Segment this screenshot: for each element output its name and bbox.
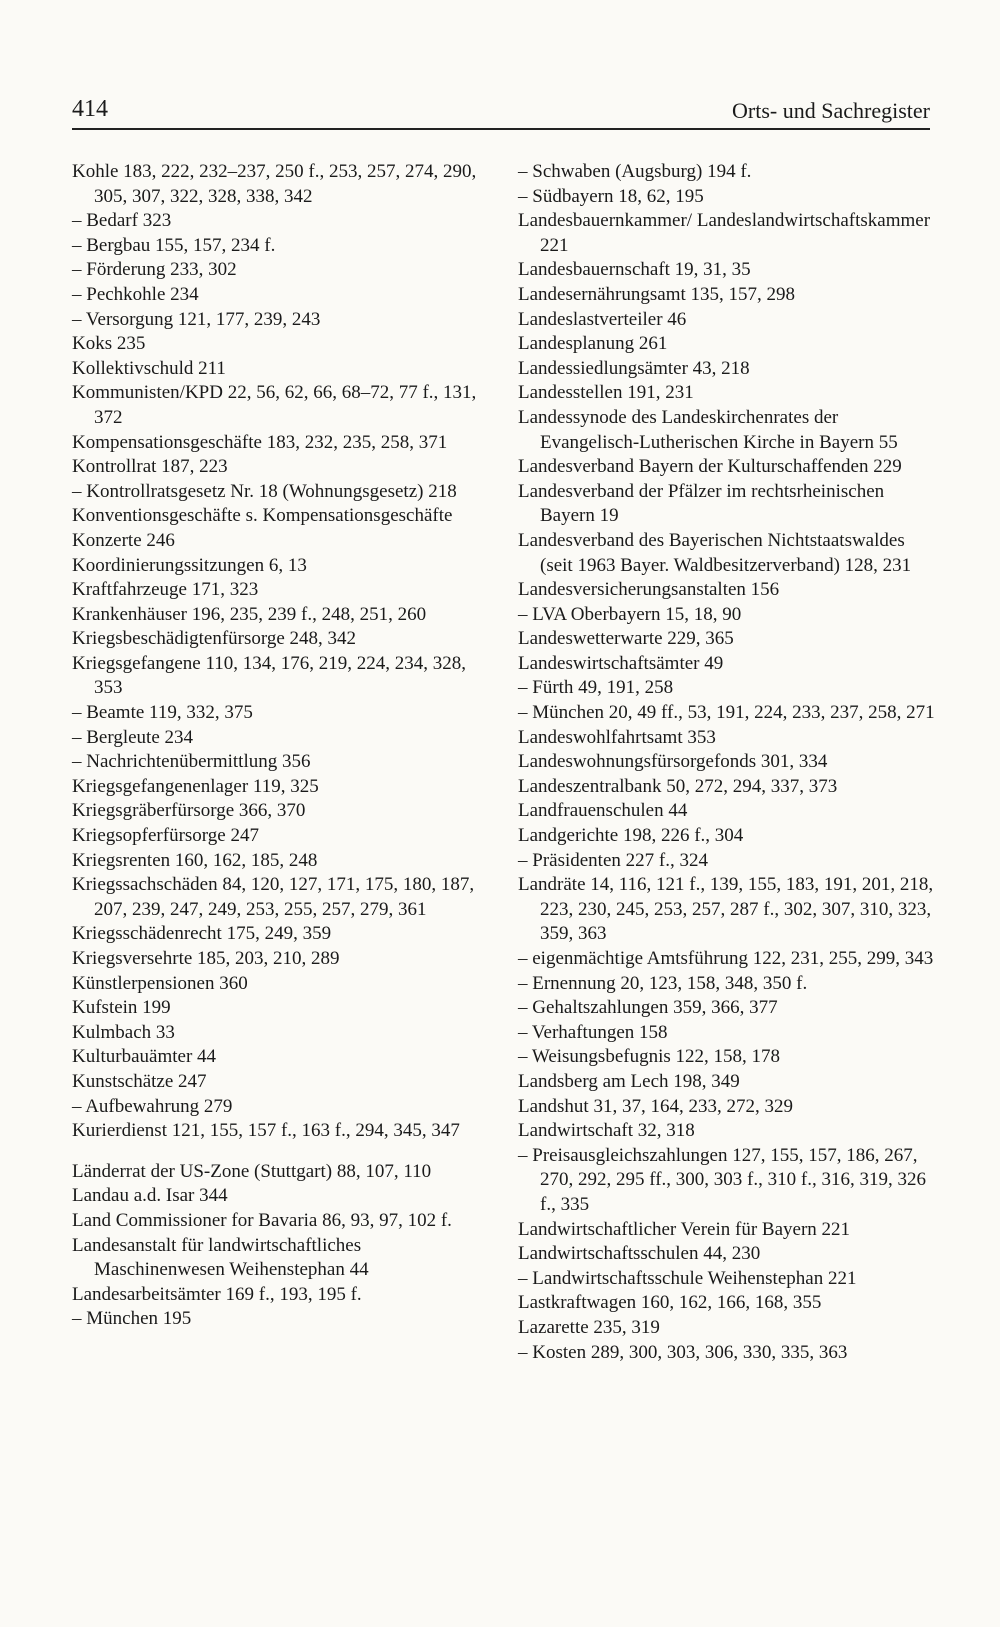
index-entry: Kunstschätze 247 [72, 1070, 207, 1092]
index-entry: Landshut 31, 37, 164, 233, 272, 329 [518, 1095, 793, 1117]
index-entry: Landeszentralbank 50, 272, 294, 337, 373 [518, 775, 838, 797]
index-subentry: – Preisausgleichszahlungen 127, 155, 157, 186, 267, 270, 292, 295 ff., 300, 303 f., 310 f., 316, 319, 326 f., 335 [518, 1144, 931, 1215]
index-entry: Kraftfahrzeuge 171, 323 [72, 579, 259, 601]
index-entry: Lastkraftwagen 160, 162, 166, 168, 355 [518, 1292, 822, 1314]
index-entry: Koordinierungssitzungen 6, 13 [72, 554, 307, 576]
index-entry: Landesverband des Bayerischen Nichtstaatswaldes (seit 1963 Bayer. Waldbesitzerverband) 128, 231 [518, 529, 912, 576]
index-subentry: – Aufbewahrung 279 [72, 1095, 233, 1117]
index-entry: Landeslastverteiler 46 [518, 308, 687, 330]
index-subentry: – Nachrichtenübermittlung 356 [72, 751, 311, 773]
index-subentry: – München 195 [72, 1308, 192, 1330]
index-entry: Landau a.d. Isar 344 [72, 1185, 228, 1207]
index-subentry: – Landwirtschaftsschule Weihenstephan 221 [518, 1267, 857, 1289]
index-entry: Landesversicherungsanstalten 156 [518, 579, 780, 601]
index-entry: Landesanstalt für landwirtschaftliches Maschinenwesen Weihenstephan 44 [72, 1234, 369, 1281]
index-entry: Koks 235 [72, 333, 146, 355]
index-subentry: – Südbayern 18, 62, 195 [518, 185, 704, 207]
section-gap [72, 1144, 492, 1160]
index-entry: Kriegsversehrte 185, 203, 210, 289 [72, 948, 340, 969]
index-entry: Landesverband der Pfälzer im rechtsrheinischen Bayern 19 [518, 480, 889, 527]
index-subentry: – Kontrollratsgesetz Nr. 18 (Wohnungsgesetz) 218 [72, 480, 457, 502]
index-subentry: – Kosten 289, 300, 303, 306, 330, 335, 363 [518, 1341, 848, 1363]
index-column-left [72, 160, 492, 1365]
index-entry: Kollektivschuld 211 [72, 357, 226, 379]
index-subentry: – eigenmächtige Amtsführung 122, 231, 255, 299, 343 [518, 948, 934, 969]
index-entry: Länderrat der US-Zone (Stuttgart) 88, 107, 110 [72, 1160, 432, 1182]
index-subentry: – München 20, 49 ff., 53, 191, 224, 233, 237, 258, 271 [518, 702, 935, 724]
index-entry: Landeswohnungsfürsorgefonds 301, 334 [518, 751, 828, 773]
index-entry: Landeswetterwarte 229, 365 [518, 628, 734, 650]
page-header [72, 96, 930, 132]
index-entry: Landgerichte 198, 226 f., 304 [518, 825, 744, 847]
header-rule [72, 128, 930, 130]
index-subentry: – Bergbau 155, 157, 234 f. [72, 234, 276, 256]
index-entry: Landwirtschaft 32, 318 [518, 1120, 695, 1142]
index-entry: Landesverband Bayern der Kulturschaffenden 229 [518, 456, 902, 478]
index-entry: Landesbauernkammer/ Landeslandwirtschaftskammer 221 [518, 210, 935, 256]
index-subentry: – Bedarf 323 [72, 210, 172, 232]
index-entry: Kriegsgefangenenlager 119, 325 [72, 775, 319, 797]
index-subentry: – Präsidenten 227 f., 324 [518, 849, 708, 871]
index-entry: Krankenhäuser 196, 235, 239 f., 248, 251, 260 [72, 603, 427, 625]
index-entry: Landwirtschaftsschulen 44, 230 [518, 1243, 761, 1265]
index-subentry: – Bergleute 234 [72, 726, 194, 748]
page-number: 414 [72, 96, 108, 122]
index-subentry: – Weisungsbefugnis 122, 158, 178 [518, 1046, 781, 1068]
index-entry: Landesernährungsamt 135, 157, 298 [518, 283, 796, 305]
index-subentry: – Fürth 49, 191, 258 [518, 677, 674, 699]
index-columns [72, 160, 938, 1365]
index-entry: Kriegsgefangene 110, 134, 176, 219, 224, 234, 328, 353 [72, 652, 471, 699]
index-entry: Landräte 14, 116, 121 f., 139, 155, 183, 191, 201, 218, 223, 230, 245, 253, 257, 287 f., 302, 307, 310, 323, 359, 363 [518, 874, 938, 945]
index-subentry: – Ernennung 20, 123, 158, 348, 350 f. [518, 972, 808, 994]
index-entry: Landsberg am Lech 198, 349 [518, 1070, 740, 1092]
index-entry: Kommunisten/KPD 22, 56, 62, 66, 68–72, 77 f., 131, 372 [72, 382, 482, 428]
index-entry: Landesstellen 191, 231 [518, 382, 694, 404]
index-entry: Landwirtschaftlicher Verein für Bayern 221 [518, 1218, 851, 1240]
index-subentry: – LVA Oberbayern 15, 18, 90 [518, 603, 742, 625]
index-entry: Kurierdienst 121, 155, 157 f., 163 f., 294, 345, 347 [72, 1120, 460, 1142]
index-entry: Landesbauernschaft 19, 31, 35 [518, 259, 751, 281]
index-entry: Kontrollrat 187, 223 [72, 456, 228, 478]
index-column-right [518, 160, 938, 1365]
index-entry: Kohle 183, 222, 232–237, 250 f., 253, 257, 274, 290, 305, 307, 322, 328, 338, 342 [72, 161, 482, 207]
index-subentry: – Schwaben (Augsburg) 194 f. [518, 161, 752, 182]
index-entry: Kriegsgräberfürsorge 366, 370 [72, 800, 306, 822]
index-entry: Kulmbach 33 [72, 1021, 175, 1043]
index-subentry: – Pechkohle 234 [72, 283, 199, 305]
index-entry: Kompensationsgeschäfte 183, 232, 235, 258, 371 [72, 431, 448, 453]
index-entry: Künstlerpensionen 360 [72, 972, 248, 994]
index-entry: Landeswohlfahrtsamt 353 [518, 726, 716, 748]
index-subentry: – Gehaltszahlungen 359, 366, 377 [518, 997, 778, 1019]
index-entry: Kriegsopferfürsorge 247 [72, 825, 259, 847]
index-entry: Konzerte 246 [72, 529, 175, 551]
index-entry: Kriegsschädenrecht 175, 249, 359 [72, 923, 332, 945]
index-entry: Kriegsbeschädigtenfürsorge 248, 342 [72, 628, 357, 650]
index-entry: Konventionsgeschäfte s. Kompensationsgeschäfte [72, 505, 453, 527]
index-entry: Kriegssachschäden 84, 120, 127, 171, 175, 180, 187, 207, 239, 247, 249, 253, 255, 257, 279, 361 [72, 874, 479, 920]
index-entry: Landesarbeitsämter 169 f., 193, 195 f. [72, 1283, 362, 1305]
index-entry: Kriegsrenten 160, 162, 185, 248 [72, 849, 318, 871]
index-entry: Lazarette 235, 319 [518, 1316, 660, 1338]
index-entry: Landessynode des Landeskirchenrates der Evangelisch-Lutherischen Kirche in Bayern 55 [518, 406, 898, 453]
index-entry: Landesplanung 261 [518, 333, 668, 355]
index-entry: Landfrauenschulen 44 [518, 800, 688, 822]
index-entry: Kulturbauämter 44 [72, 1046, 217, 1068]
index-entry: Kufstein 199 [72, 997, 171, 1019]
index-entry: Landeswirtschaftsämter 49 [518, 652, 724, 674]
index-subentry: – Versorgung 121, 177, 239, 243 [72, 308, 321, 330]
index-subentry: – Verhaftungen 158 [518, 1021, 668, 1043]
index-entry: Landessiedlungsämter 43, 218 [518, 357, 750, 379]
index-entry: Land Commissioner for Bavaria 86, 93, 97, 102 f. [72, 1209, 452, 1231]
index-subentry: – Förderung 233, 302 [72, 259, 237, 281]
index-subentry: – Beamte 119, 332, 375 [72, 702, 253, 724]
running-title: Orts- und Sachregister [732, 98, 930, 123]
